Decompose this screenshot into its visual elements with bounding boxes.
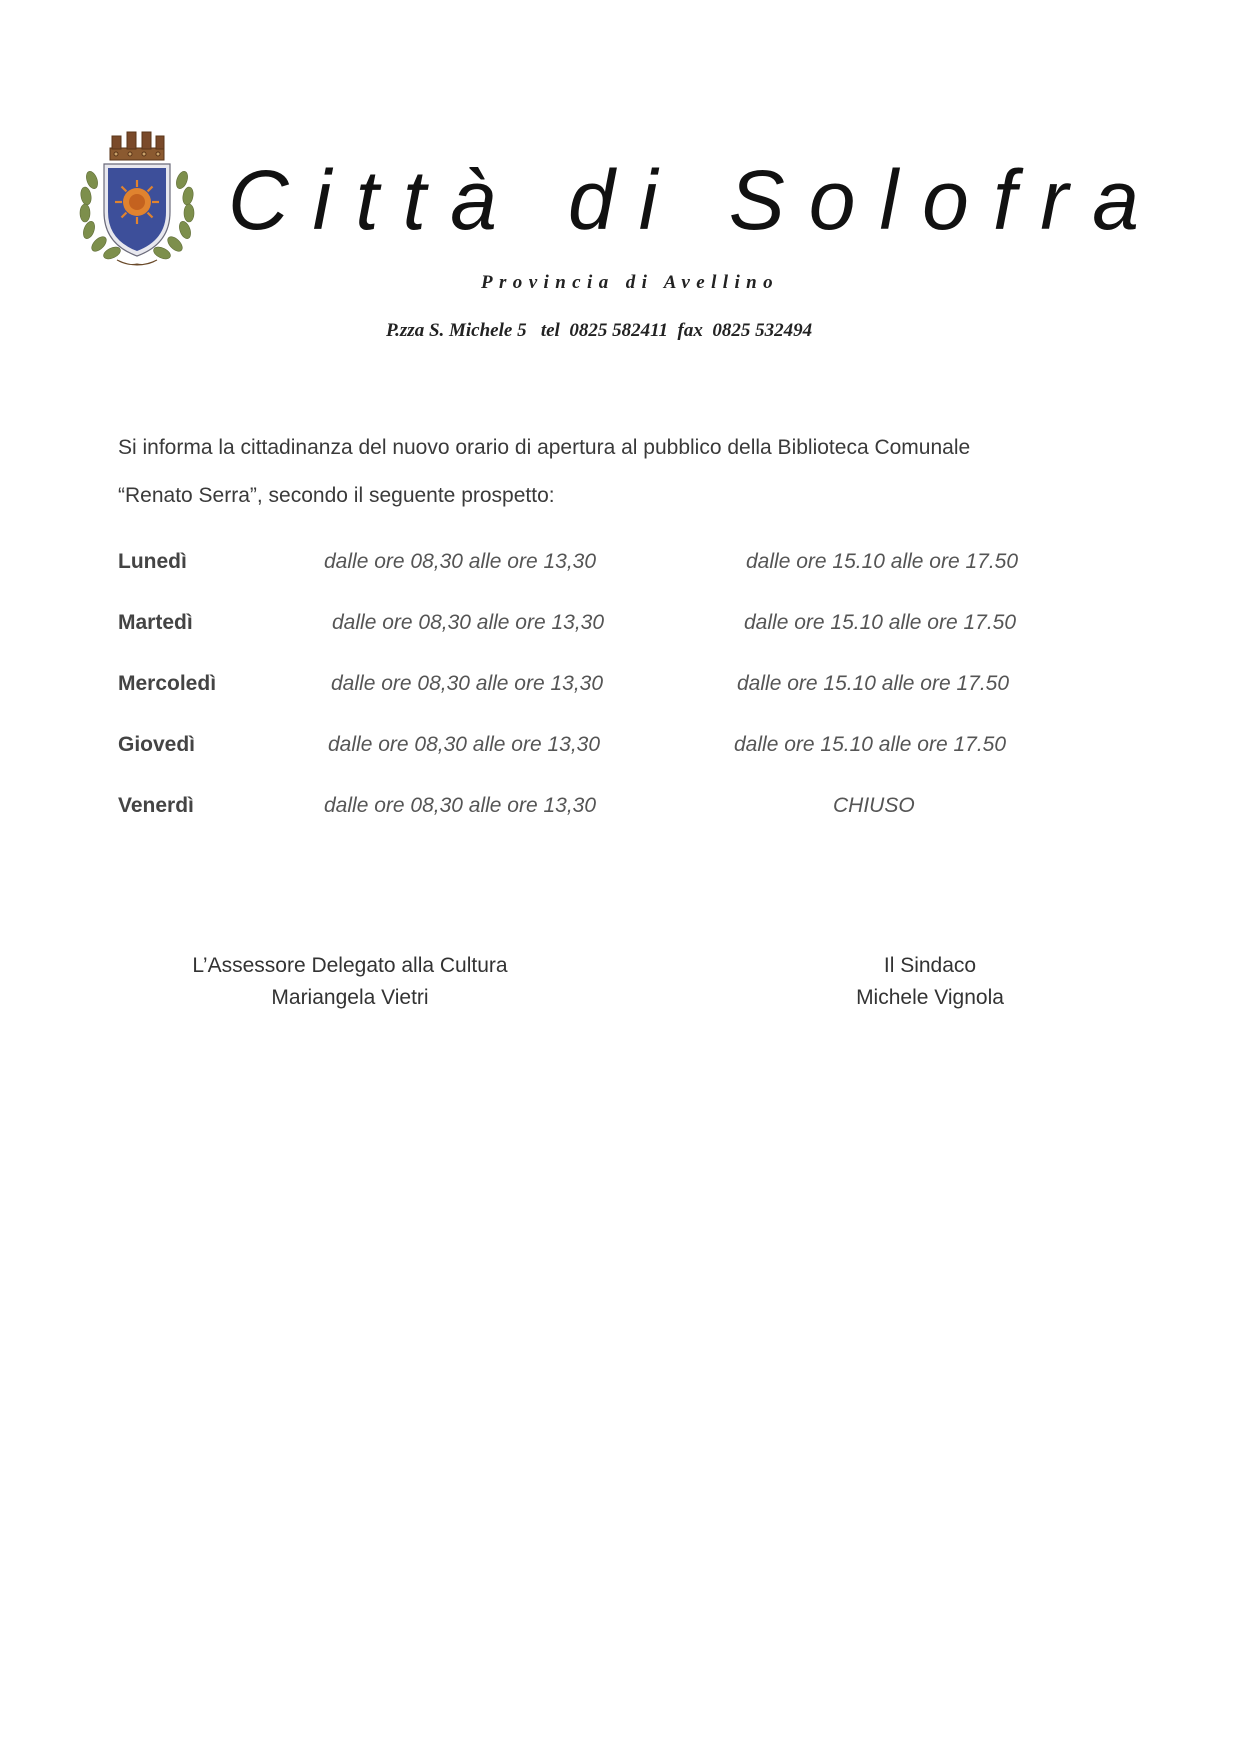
schedule-day: Giovedì — [118, 733, 196, 756]
schedule-day: Martedì — [118, 611, 193, 634]
signature-role: Il Sindaco — [883, 954, 977, 977]
schedule-afternoon: dalle ore 15.10 alle ore 17.50 — [734, 733, 1007, 756]
schedule-morning: dalle ore 08,30 alle ore 13,30 — [324, 550, 597, 573]
schedule-row — [0, 550, 1240, 590]
schedule-day: Mercoledì — [118, 672, 217, 695]
schedule-row — [0, 794, 1240, 834]
signature-name: Mariangela Vietri — [271, 986, 429, 1009]
schedule-afternoon: dalle ore 15.10 alle ore 17.50 — [737, 672, 1010, 695]
schedule-row — [0, 733, 1240, 773]
schedule-morning: dalle ore 08,30 alle ore 13,30 — [324, 794, 597, 817]
schedule-row — [0, 611, 1240, 651]
schedule-day: Venerdì — [118, 794, 194, 817]
page-title: Città di Solofra — [228, 153, 1163, 247]
address-line: P.zza S. Michele 5 tel 0825 582411 fax 0825 532494 — [386, 320, 813, 341]
schedule-row — [0, 672, 1240, 712]
signature-name: Michele Vignola — [856, 986, 1004, 1009]
intro-paragraph — [118, 424, 1130, 520]
schedule-afternoon: dalle ore 15.10 alle ore 17.50 — [746, 550, 1019, 573]
intro-line-1: Si informa la cittadinanza del nuovo orario di apertura al pubblico della Biblioteca Comunale — [118, 436, 971, 459]
signature-assessore — [150, 950, 550, 1014]
schedule-afternoon: dalle ore 15.10 alle ore 17.50 — [744, 611, 1017, 634]
schedule-morning: dalle ore 08,30 alle ore 13,30 — [331, 672, 604, 695]
signature-role: L’Assessore Delegato alla Cultura — [192, 954, 508, 977]
signature-sindaco — [800, 950, 1060, 1014]
intro-line-2: “Renato Serra”, secondo il seguente prospetto: — [118, 484, 555, 507]
province-subtitle — [0, 272, 1240, 294]
schedule-day: Lunedì — [118, 550, 187, 573]
province-text: Provincia di Avellino — [481, 272, 779, 293]
coat-of-arms-icon — [72, 120, 202, 272]
schedule-morning: dalle ore 08,30 alle ore 13,30 — [328, 733, 601, 756]
schedule-afternoon: CHIUSO — [833, 794, 915, 817]
schedule-morning: dalle ore 08,30 alle ore 13,30 — [332, 611, 605, 634]
